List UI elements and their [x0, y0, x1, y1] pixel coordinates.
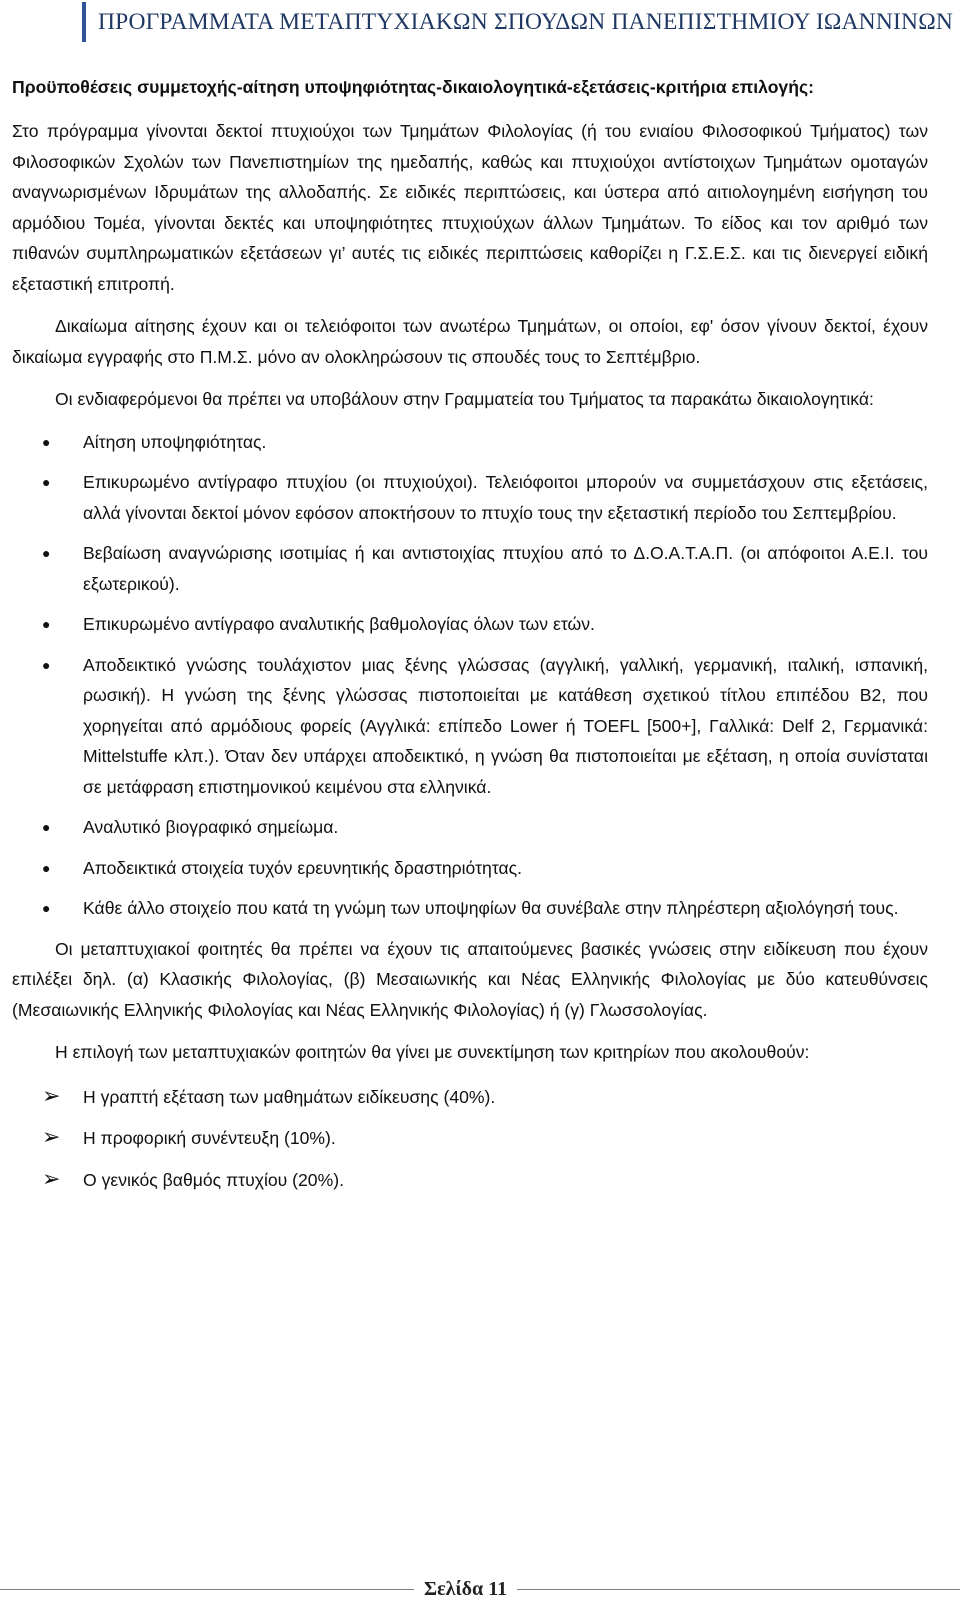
list-item-text: Κάθε άλλο στοιχείο που κατά τη γνώμη των υποψηφίων θα συνέβαλε στην πληρέστερη αξιολόγησή τους.: [83, 898, 899, 918]
paragraph-eligibility: Στο πρόγραμμα γίνονται δεκτοί πτυχιούχοι των Τμημάτων Φιλολογίας (ή του ενιαίου Φιλοσοφικού Τμήματος) των Φιλοσοφικών Σχολών των Πανεπιστημίων της ημεδαπής, καθώς και πτυχιούχοι αντίστοιχων Τμημάτων ομοταγών αναγνωρισμένων Ιδρυμάτων της αλλοδαπής. Σε ειδικές περιπτώσεις, και ύστερα από αιτιολογημένη εισήγηση του αρμόδιου Τομέα, γίνονται δεκτές και υποψηφιότητες πτυχιούχων άλλων Τμημάτων. Το είδος και τον αριθμό των πιθανών συμπληρωματικών εξετάσεων γι’ αυτές τις ειδικές περιπτώσεις καθορίζει η Γ.Σ.Ε.Σ. και τις διενεργεί ειδική εξεταστική επιτροπή.: [12, 121, 928, 294]
list-item-text: Η γραπτή εξέταση των μαθημάτων ειδίκευσης (40%).: [83, 1086, 496, 1107]
list-item-text: Επικυρωμένο αντίγραφο αναλυτικής βαθμολογίας όλων των ετών.: [83, 614, 595, 634]
list-item: [12, 609, 928, 640]
arrow-bullet-icon: ➢: [42, 1125, 61, 1150]
criteria-list: [12, 1082, 928, 1196]
list-item-text: Ο γενικός βαθμός πτυχίου (20%).: [83, 1169, 344, 1190]
list-item: [12, 467, 928, 528]
document-body: [12, 72, 928, 1206]
list-item: [12, 650, 928, 803]
list-item-text: Βεβαίωση αναγνώρισης ισοτιμίας ή και αντιστοιχίας πτυχίου από το Δ.Ο.Α.Τ.Α.Π. (οι απόφοιτοι Α.Ε.Ι. του εξωτερικού).: [83, 543, 928, 594]
list-item-text: Αναλυτικό βιογραφικό σημείωμα.: [83, 817, 339, 837]
paragraph-final-year: Δικαίωμα αίτησης έχουν και οι τελειόφοιτοι των ανωτέρω Τμημάτων, οι οποίοι, εφ' όσον γίνουν δεκτοί, έχουν δικαίωμα εγγραφής στο Π.Μ.Σ. μόνο αν ολοκληρώσουν τις σπουδές τους το Σεπτέμβριο.: [12, 316, 928, 367]
list-item: [12, 1165, 928, 1196]
paragraph-required-knowledge: Οι μεταπτυχιακοί φοιτητές θα πρέπει να έχουν τις απαιτούμενες βασικές γνώσεις στην ειδίκευση που έχουν επιλέξει δηλ. (α) Κλασικής Φιλολογίας, (β) Μεσαιωνικής και Νέας Ελληνικής Φιλολογίας με δύο κατευθύνσεις (Μεσαιωνικής Ελληνικής Φιλολογίας και Νέας Ελληνικής Φιλολογίας) ή (γ) Γλωσσολογίας.: [12, 938, 928, 1020]
list-item: [12, 1123, 928, 1154]
page-number: Σελίδα 11: [414, 1575, 517, 1603]
list-item-text: Η προφορική συνέντευξη (10%).: [83, 1128, 336, 1148]
documents-list: [12, 427, 928, 924]
section-heading: Προϋποθέσεις συμμετοχής-αίτηση υποψηφιότητας-δικαιολογητικά-εξετάσεις-κριτήρια επιλογής:: [12, 77, 814, 97]
list-item: [12, 427, 928, 458]
list-item: [12, 538, 928, 599]
list-item: [12, 853, 928, 884]
bullet-icon: ●: [42, 900, 51, 916]
bullet-icon: ●: [42, 819, 51, 835]
paragraph-selection-intro: Η επιλογή των μεταπτυχιακών φοιτητών θα γίνει με συνεκτίμηση των κριτηρίων που ακολουθούν:: [55, 1042, 810, 1062]
bullet-icon: ●: [42, 545, 51, 561]
bullet-icon: ●: [42, 474, 51, 490]
list-item-text: Επικυρωμένο αντίγραφο πτυχίου (οι πτυχιούχοι). Τελειόφοιτοι μπορούν να συμμετάσχουν στις εξετάσεις, αλλά γίνονται δεκτοί μόνον εφόσον αποκτήσουν το πτυχίο τους την εξεταστική περίοδο του Σεπτεμβρίου.: [83, 472, 928, 523]
page-footer: [0, 1575, 960, 1605]
list-item-text: Αίτηση υποψηφιότητας.: [83, 431, 267, 452]
paragraph-documents-intro: Οι ενδιαφερόμενοι θα πρέπει να υποβάλουν στην Γραμματεία του Τμήματος τα παρακάτω δικαιολογητικά:: [55, 389, 874, 409]
list-item-text: Αποδεικτικό γνώσης τουλάχιστον μιας ξένης γλώσσας (αγγλική, γαλλική, γερμανική, ιταλική, ισπανική, ρωσική). Η γνώση της ξένης γλώσσας πιστοποιείται με κατάθεση σχετικού τίτλου επιπέδου Β2, που χορηγείται από αρμόδιους φορείς (Αγγλικά: επίπεδο Lower ή TOEFL [500+], Γαλλικά: Delf 2, Γερμανικά: Mittelstuffe κλπ.). Όταν δεν υπάρχει αποδεικτικό, η γνώση θα πιστοποιείται με εξέταση, η οποία συνίσταται σε μετάφραση επιστημονικού κειμένου στα ελληνικά.: [83, 654, 928, 797]
arrow-bullet-icon: ➢: [42, 1166, 61, 1192]
list-item: [12, 893, 928, 924]
running-header: [82, 2, 953, 42]
header-title: ΠΡΟΓΡΑΜΜΑΤΑ ΜΕΤΑΠΤΥΧΙΑΚΩΝ ΣΠΟΥΔΩΝ ΠΑΝΕΠΙΣΤΗΜΙΟΥ ΙΩΑΝΝΙΝΩΝ: [98, 8, 954, 35]
list-item: [12, 1082, 928, 1113]
list-item-text: Αποδεικτικά στοιχεία τυχόν ερευνητικής δραστηριότητας.: [83, 857, 523, 878]
bullet-icon: ●: [42, 656, 51, 673]
list-item: [12, 812, 928, 843]
bullet-icon: ●: [42, 433, 51, 450]
bullet-icon: ●: [42, 859, 51, 876]
bullet-icon: ●: [42, 616, 51, 632]
arrow-bullet-icon: ➢: [42, 1083, 61, 1109]
